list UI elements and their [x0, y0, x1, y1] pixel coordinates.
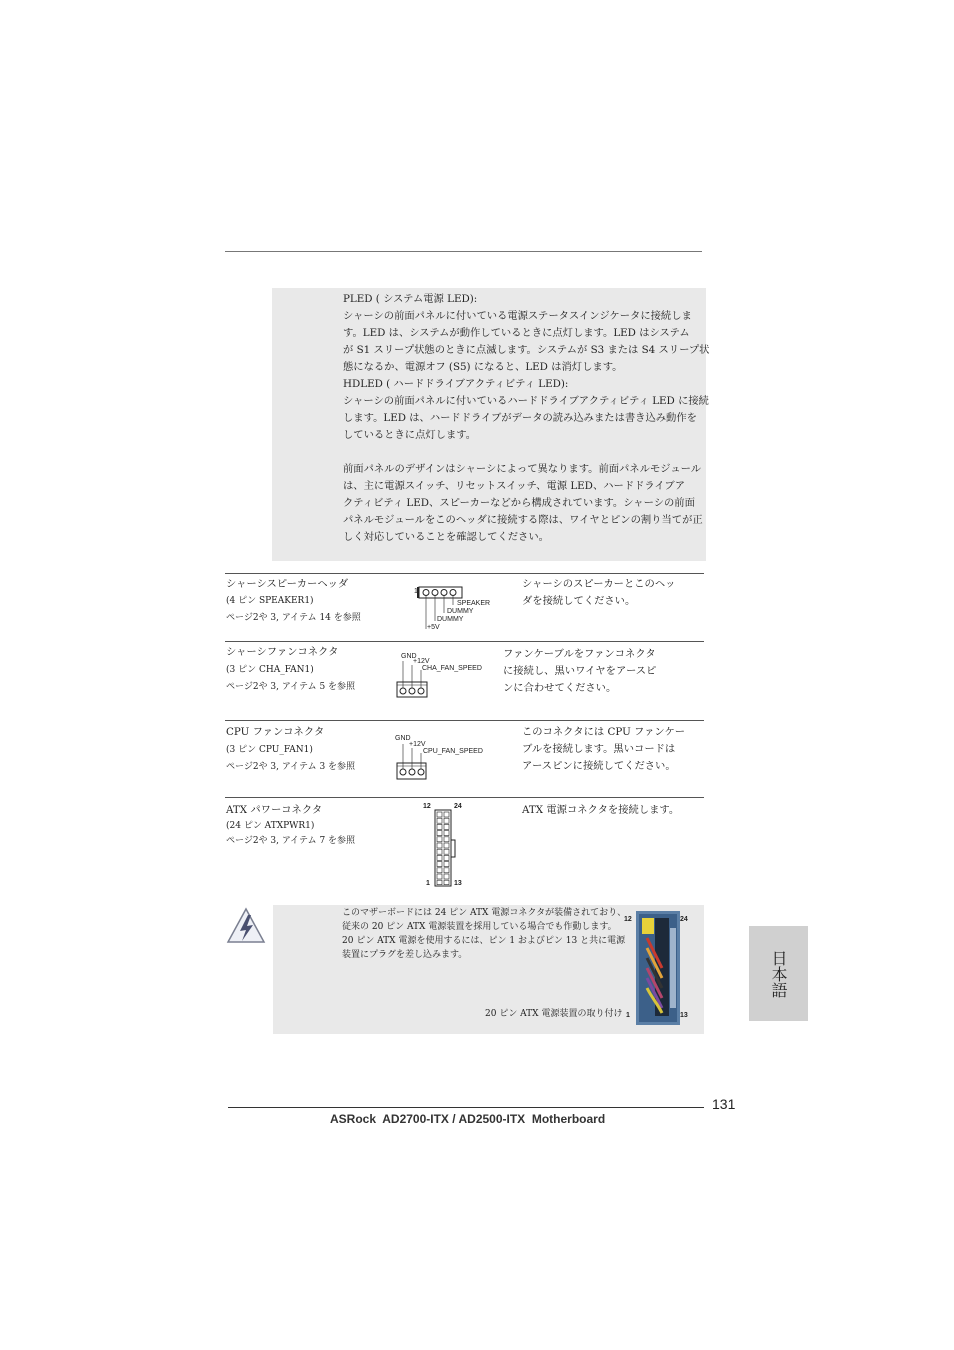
text-line: しているときに点灯します。: [343, 429, 477, 441]
pin-label: 13: [680, 1012, 688, 1019]
pin-label: 24: [680, 916, 688, 923]
pin-label: CPU_FAN_SPEED: [423, 748, 483, 755]
text-line: PLED ( システム電源 LED):: [343, 293, 478, 305]
section-desc: アースピンに接続してください。: [522, 760, 676, 772]
pin-label: 12: [624, 916, 632, 923]
section-title: CPU ファンコネクタ: [226, 726, 325, 738]
note-line: このマザーボードには 24 ピン ATX 電源コネクタが装備されており、: [342, 908, 627, 918]
text-line: しく対応していることを確認してください。: [343, 531, 549, 543]
section-title: ATX パワーコネクタ: [226, 804, 323, 816]
section-divider: [225, 573, 704, 574]
section-title: シャーシスピーカーヘッダ: [226, 578, 349, 590]
top-rule: [225, 251, 702, 252]
pin-label: +12V: [409, 741, 426, 748]
section-divider: [225, 720, 704, 721]
section-ref: ページ2や 3, アイテム 5 を参照: [226, 682, 356, 692]
section-desc: ファンケーブルをファンコネクタ: [503, 648, 656, 660]
atx-photo-illustration: [622, 908, 700, 1028]
section-desc: ブルを接続します。黒いコードは: [522, 743, 676, 755]
pin-label: DUMMY: [447, 608, 474, 615]
pin-label: +5V: [427, 624, 440, 631]
language-tab-label: 日本語: [769, 949, 788, 998]
note-caption: 20 ピン ATX 電源装置の取り付け: [485, 1009, 623, 1019]
text-line: パネルモジュールをこのヘッダに接続する際は、ワイヤとピンの割り当てが正: [343, 514, 703, 526]
text-line: HDLED ( ハードドライブアクティビティ LED):: [343, 378, 569, 390]
cpu-fan-connector-diagram: [393, 734, 493, 782]
pin-label: SPEAKER: [457, 600, 491, 607]
text-line: シャーシの前面パネルに付いている電源ステータスインジケータに接続しま: [343, 310, 692, 322]
speaker-connector-diagram: [412, 583, 492, 633]
pin-label: +12V: [413, 658, 430, 665]
section-ref: ページ2や 3, アイテム 14 を参照: [226, 613, 361, 623]
section-pins: (4 ピン SPEAKER1): [226, 596, 314, 606]
text-line: 態になるか、電源オフ (S5) になると、LED は消灯します。: [343, 361, 623, 373]
text-line: します。LED は、ハードドライブがデータの読み込みまたは書き込み動作を: [343, 412, 697, 424]
section-desc: に接続し、黒いワイヤをアースピ: [503, 665, 657, 677]
text-line: は、主に電源スイッチ、リセットスイッチ、電源 LED、ハードドライブア: [343, 480, 685, 492]
front-panel-text: [343, 291, 710, 551]
page-number: 131: [712, 1096, 736, 1112]
note-line: 従来の 20 ピン ATX 電源装置を採用している場合でも作動します。: [342, 922, 617, 932]
note-line: 装置にプラグを差し込みます。: [342, 950, 468, 960]
note-text: [342, 906, 627, 966]
note-line: 20 ピン ATX 電源を使用するには、ピン 1 およびピン 13 と共に電源: [342, 936, 626, 946]
pin-label: 1: [426, 880, 430, 887]
section-pins: (3 ピン CHA_FAN1): [226, 665, 314, 675]
section-desc: ダを接続してください。: [522, 595, 636, 607]
section-title: シャーシファンコネクタ: [226, 646, 339, 658]
pin-label: 1: [414, 588, 418, 595]
section-desc: ンに合わせてください。: [503, 682, 617, 694]
text-line: す。LED は、システムが動作しているときに点灯します。LED はシステム: [343, 327, 690, 339]
text-line: が S1 スリープ状態のときに点滅します。システムが S3 または S4 スリープ状: [343, 344, 710, 356]
pin-label: DUMMY: [437, 616, 464, 623]
section-ref: ページ2や 3, アイテム 3 を参照: [226, 762, 356, 772]
chassis-fan-connector-diagram: [394, 651, 494, 701]
section-desc: シャーシのスピーカーとこのヘッ: [522, 578, 676, 590]
section-pins: (24 ピン ATXPWR1): [226, 821, 315, 831]
pin-label: 1: [626, 1012, 630, 1019]
footer-rule: [228, 1107, 704, 1108]
atx-photo: [622, 908, 700, 1028]
section-desc: ATX 電源コネクタを接続します。: [522, 804, 680, 816]
warning-icon: [224, 905, 268, 945]
text-line: クティビティ LED、スピーカーなどから構成されています。シャーシの前面: [343, 497, 695, 509]
pin-label: 13: [454, 880, 462, 887]
pin-label: GND: [401, 653, 417, 660]
section-pins: (3 ピン CPU_FAN1): [226, 745, 313, 755]
language-tab: [749, 926, 808, 1021]
pin-label: 12: [423, 803, 431, 810]
pin-label: GND: [395, 735, 411, 742]
footer-product: ASRock AD2700-ITX / AD2500-ITX Motherboard: [330, 1112, 606, 1126]
text-line: シャーシの前面パネルに付いているハードドライブアクティビティ LED に接続: [343, 395, 709, 407]
atx-connector-diagram: [420, 801, 470, 893]
section-divider: [225, 797, 704, 798]
section-ref: ページ2や 3, アイテム 7 を参照: [226, 836, 356, 846]
section-desc: このコネクタには CPU ファンケー: [522, 726, 686, 738]
text-line: 前面パネルのデザインはシャーシによって異なります。前面パネルモジュール: [343, 463, 702, 475]
pin-label: CHA_FAN_SPEED: [422, 665, 482, 672]
pin-label: 24: [454, 803, 462, 810]
section-divider: [225, 641, 704, 642]
